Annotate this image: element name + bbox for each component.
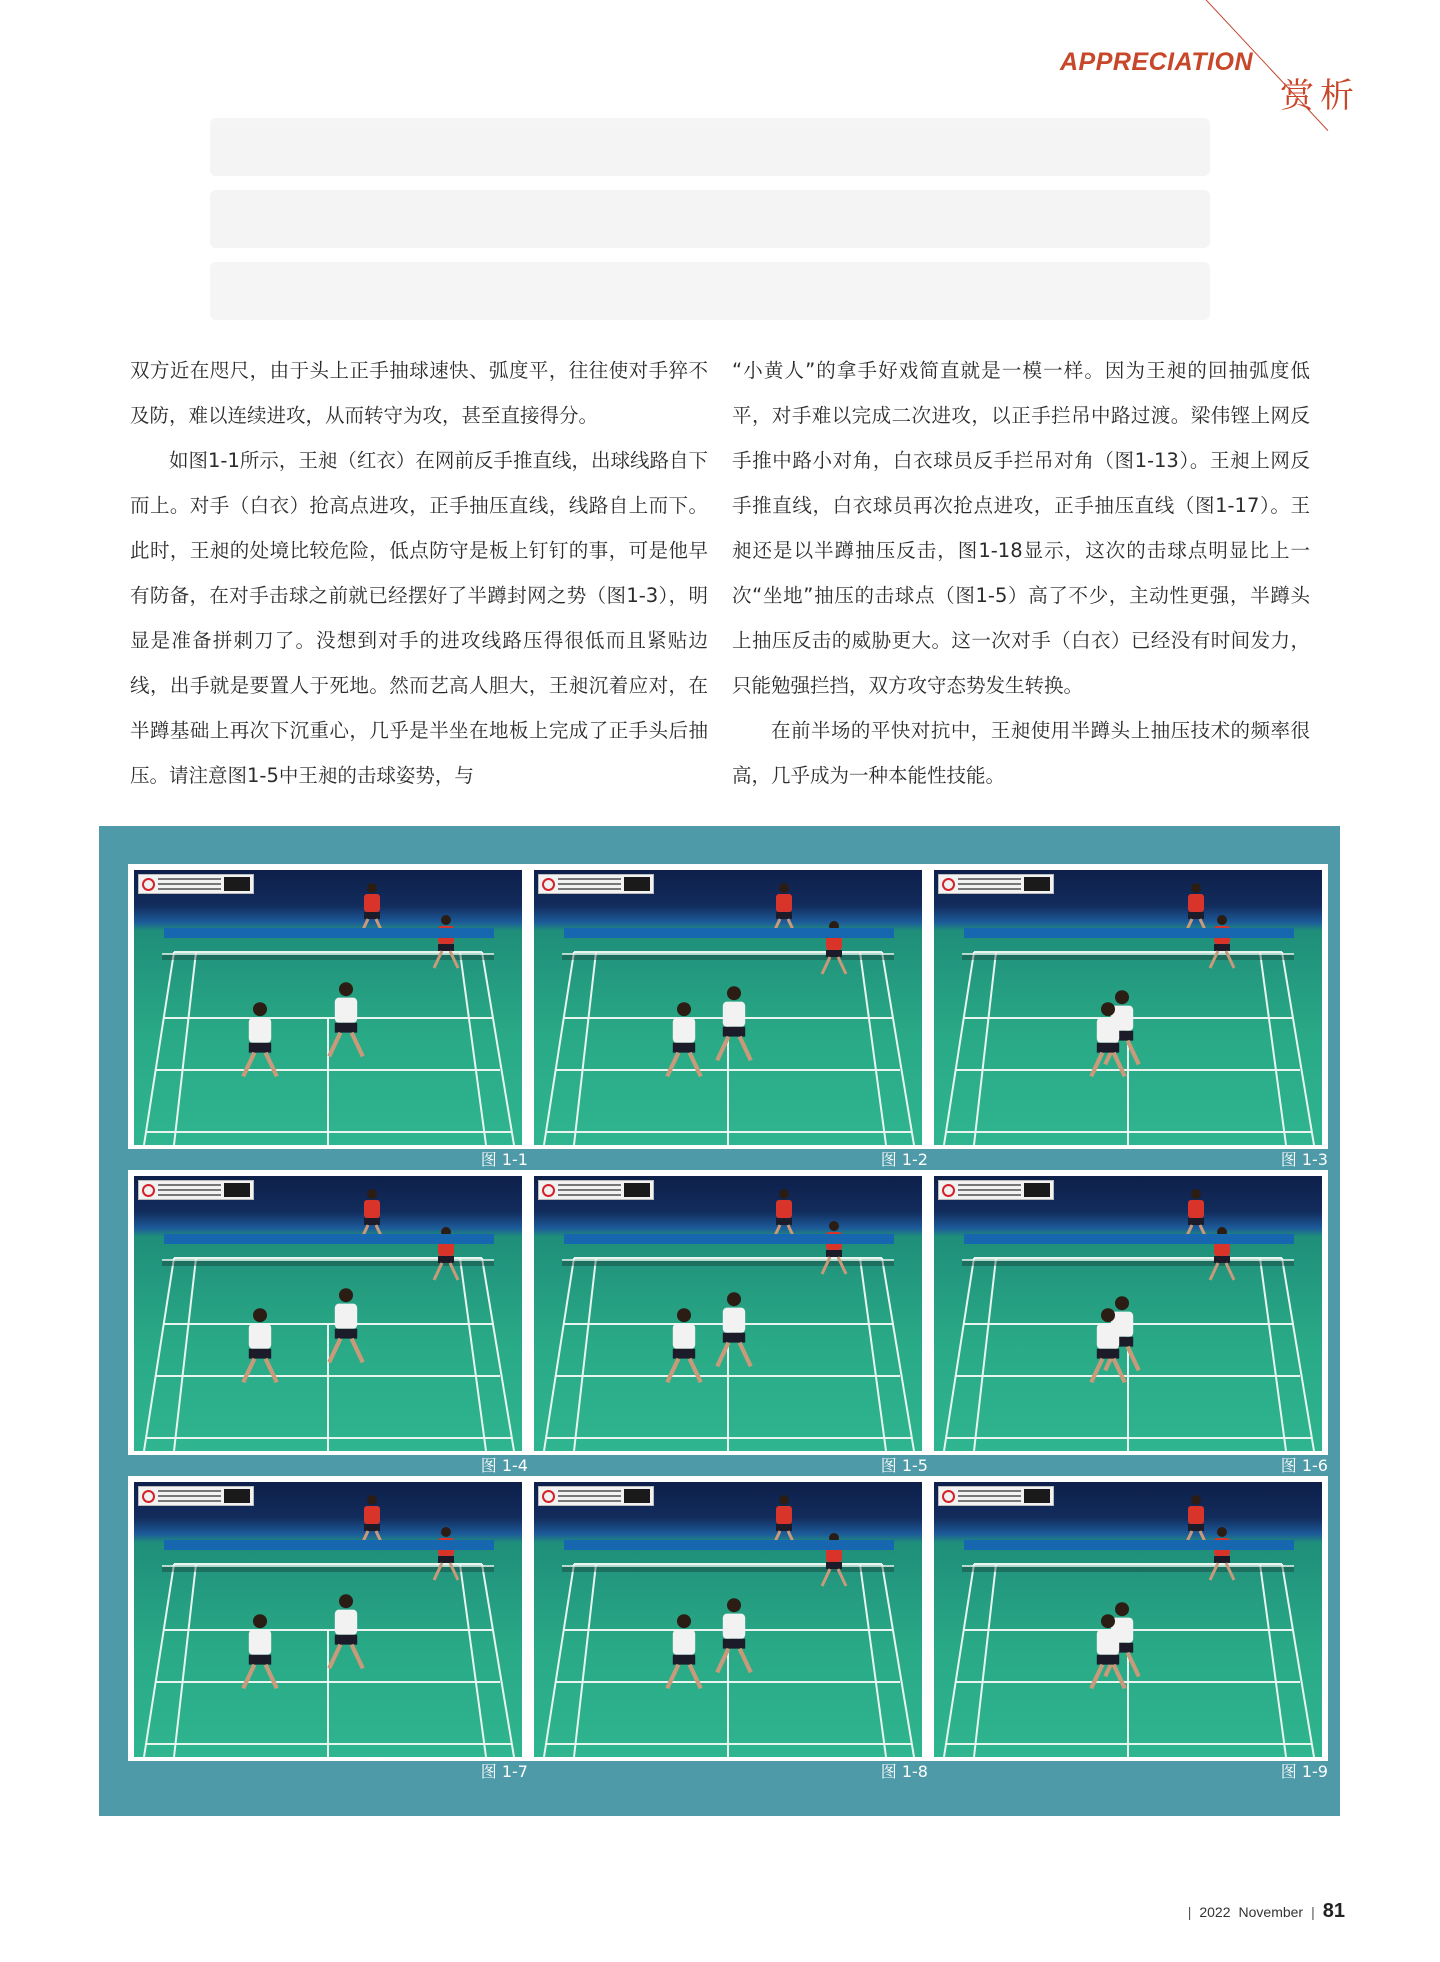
badminton-court-photo — [134, 1176, 522, 1451]
arena-banner — [164, 1234, 494, 1244]
issue-year: 2022 — [1199, 1904, 1231, 1920]
tournament-logo-icon — [542, 1184, 555, 1197]
arena-banner — [564, 1234, 894, 1244]
court-drawing — [134, 1176, 522, 1451]
court-drawing — [934, 1482, 1322, 1757]
faded-background-watermark — [210, 118, 1210, 328]
arena-banner — [564, 1540, 894, 1550]
figure-8 — [528, 1476, 928, 1782]
figure-4 — [128, 1170, 528, 1476]
tournament-logo-icon — [942, 1490, 955, 1503]
court-drawing — [934, 870, 1322, 1145]
scoreboard-overlay — [538, 874, 654, 894]
badminton-court-photo — [934, 1176, 1322, 1451]
figure-5 — [528, 1170, 928, 1476]
scoreboard-overlay — [538, 1180, 654, 1200]
arena-banner — [964, 1234, 1294, 1244]
paragraph: “小黄人”的拿手好戏简直就是一模一样。因为王昶的回抽弧度低平，对手难以完成二次进攻，以正手拦吊中路过渡。梁伟铿上网反手推中路小对角，白衣球员反手拦吊对角（图1-13）。王昶上网反手推直线，白衣球员再次抢点进攻，正手抽压直线（图1-17）。王昶还是以半蹲抽压反击，图1-18显示，这次的击球点明显比上一次“坐地”抽压的击球点（图1-5）高了不少，主动性更强，半蹲头上抽压反击的威胁更大。这一次对手（白衣）已经没有时间发力，只能勉强拦挡，双方攻守态势发生转换。 — [732, 359, 1310, 697]
tournament-logo-icon — [542, 1490, 555, 1503]
court-drawing — [134, 1482, 522, 1757]
badminton-court-photo — [534, 1176, 922, 1451]
court-drawing — [534, 870, 922, 1145]
tournament-logo-icon — [942, 878, 955, 891]
figure-7 — [128, 1476, 528, 1782]
photo-frame — [528, 864, 928, 1149]
paragraph: 在前半场的平快对抗中，王昶使用半蹲头上抽压技术的频率很高，几乎成为一种本能性技能。 — [732, 719, 1310, 787]
court-drawing — [534, 1482, 922, 1757]
figure-1 — [128, 864, 528, 1170]
scoreboard-overlay — [938, 1486, 1054, 1506]
paragraph: 如图1-1所示，王昶（红衣）在网前反手推直线，出球线路自下而上。对手（白衣）抢高点进攻，正手抽压直线，线路自上而下。此时，王昶的处境比较危险，低点防守是板上钉钉的事，可是他早有防备，在对手击球之前就已经摆好了半蹲封网之势（图1-3），明显是准备拼刺刀了。没想到对手的进攻线路压得很低而且紧贴边线，出手就是要置人于死地。然而艺高人胆大，王昶沉着应对，在半蹲基础上再次下沉重心，几乎是半坐在地板上完成了正手头后抽压。请注意图1-5中王昶的击球姿势，与 — [130, 449, 708, 787]
badminton-court-photo — [134, 1482, 522, 1757]
photo-frame — [928, 1476, 1328, 1761]
tournament-logo-icon — [942, 1184, 955, 1197]
arena-banner — [964, 928, 1294, 938]
figure-caption: 图 1-3 — [1280, 1150, 1328, 1169]
page-footer: | 2022 November | 81 — [1187, 1900, 1345, 1922]
figure-caption: 图 1-1 — [480, 1150, 528, 1169]
photo-frame — [128, 1476, 528, 1761]
tournament-logo-icon — [142, 1184, 155, 1197]
scoreboard-overlay — [938, 1180, 1054, 1200]
photo-frame — [928, 864, 1328, 1149]
photo-frame — [128, 1170, 528, 1455]
arena-banner — [164, 928, 494, 938]
court-drawing — [934, 1176, 1322, 1451]
figure-caption: 图 1-5 — [880, 1456, 928, 1475]
arena-banner — [964, 1540, 1294, 1550]
photo-frame — [528, 1170, 928, 1455]
scoreboard-overlay — [138, 1180, 254, 1200]
paragraph: 双方近在咫尺，由于头上正手抽球速快、弧度平，往往使对手猝不及防，难以连续进攻，从而转守为攻，甚至直接得分。 — [130, 359, 708, 427]
figure-caption: 图 1-6 — [1280, 1456, 1328, 1475]
scoreboard-overlay — [138, 874, 254, 894]
figure-2 — [528, 864, 928, 1170]
figure-caption: 图 1-4 — [480, 1456, 528, 1475]
figure-gallery — [99, 826, 1340, 1816]
photo-frame — [528, 1476, 928, 1761]
court-drawing — [134, 870, 522, 1145]
figure-3 — [928, 864, 1328, 1170]
arena-banner — [164, 1540, 494, 1550]
tournament-logo-icon — [542, 878, 555, 891]
court-drawing — [534, 1176, 922, 1451]
badminton-court-photo — [934, 870, 1322, 1145]
section-label-en: APPRECIATION — [1060, 48, 1254, 76]
scoreboard-overlay — [138, 1486, 254, 1506]
badminton-court-photo — [934, 1482, 1322, 1757]
badminton-court-photo — [534, 1482, 922, 1757]
arena-banner — [564, 928, 894, 938]
tournament-logo-icon — [142, 878, 155, 891]
page-number: 81 — [1322, 1900, 1345, 1922]
figure-9 — [928, 1476, 1328, 1782]
figure-6 — [928, 1170, 1328, 1476]
badminton-court-photo — [534, 870, 922, 1145]
article-left-column — [130, 348, 708, 798]
tournament-logo-icon — [142, 1490, 155, 1503]
figure-caption: 图 1-8 — [880, 1762, 928, 1781]
badminton-court-photo — [134, 870, 522, 1145]
section-label-cn: 赏析 — [1280, 76, 1360, 116]
scoreboard-overlay — [538, 1486, 654, 1506]
article-right-column — [732, 348, 1310, 798]
photo-frame — [928, 1170, 1328, 1455]
issue-month: November — [1238, 1904, 1304, 1920]
figure-caption: 图 1-2 — [880, 1150, 928, 1169]
figure-caption: 图 1-9 — [1280, 1762, 1328, 1781]
photo-frame — [128, 864, 528, 1149]
scoreboard-overlay — [938, 874, 1054, 894]
figure-caption: 图 1-7 — [480, 1762, 528, 1781]
